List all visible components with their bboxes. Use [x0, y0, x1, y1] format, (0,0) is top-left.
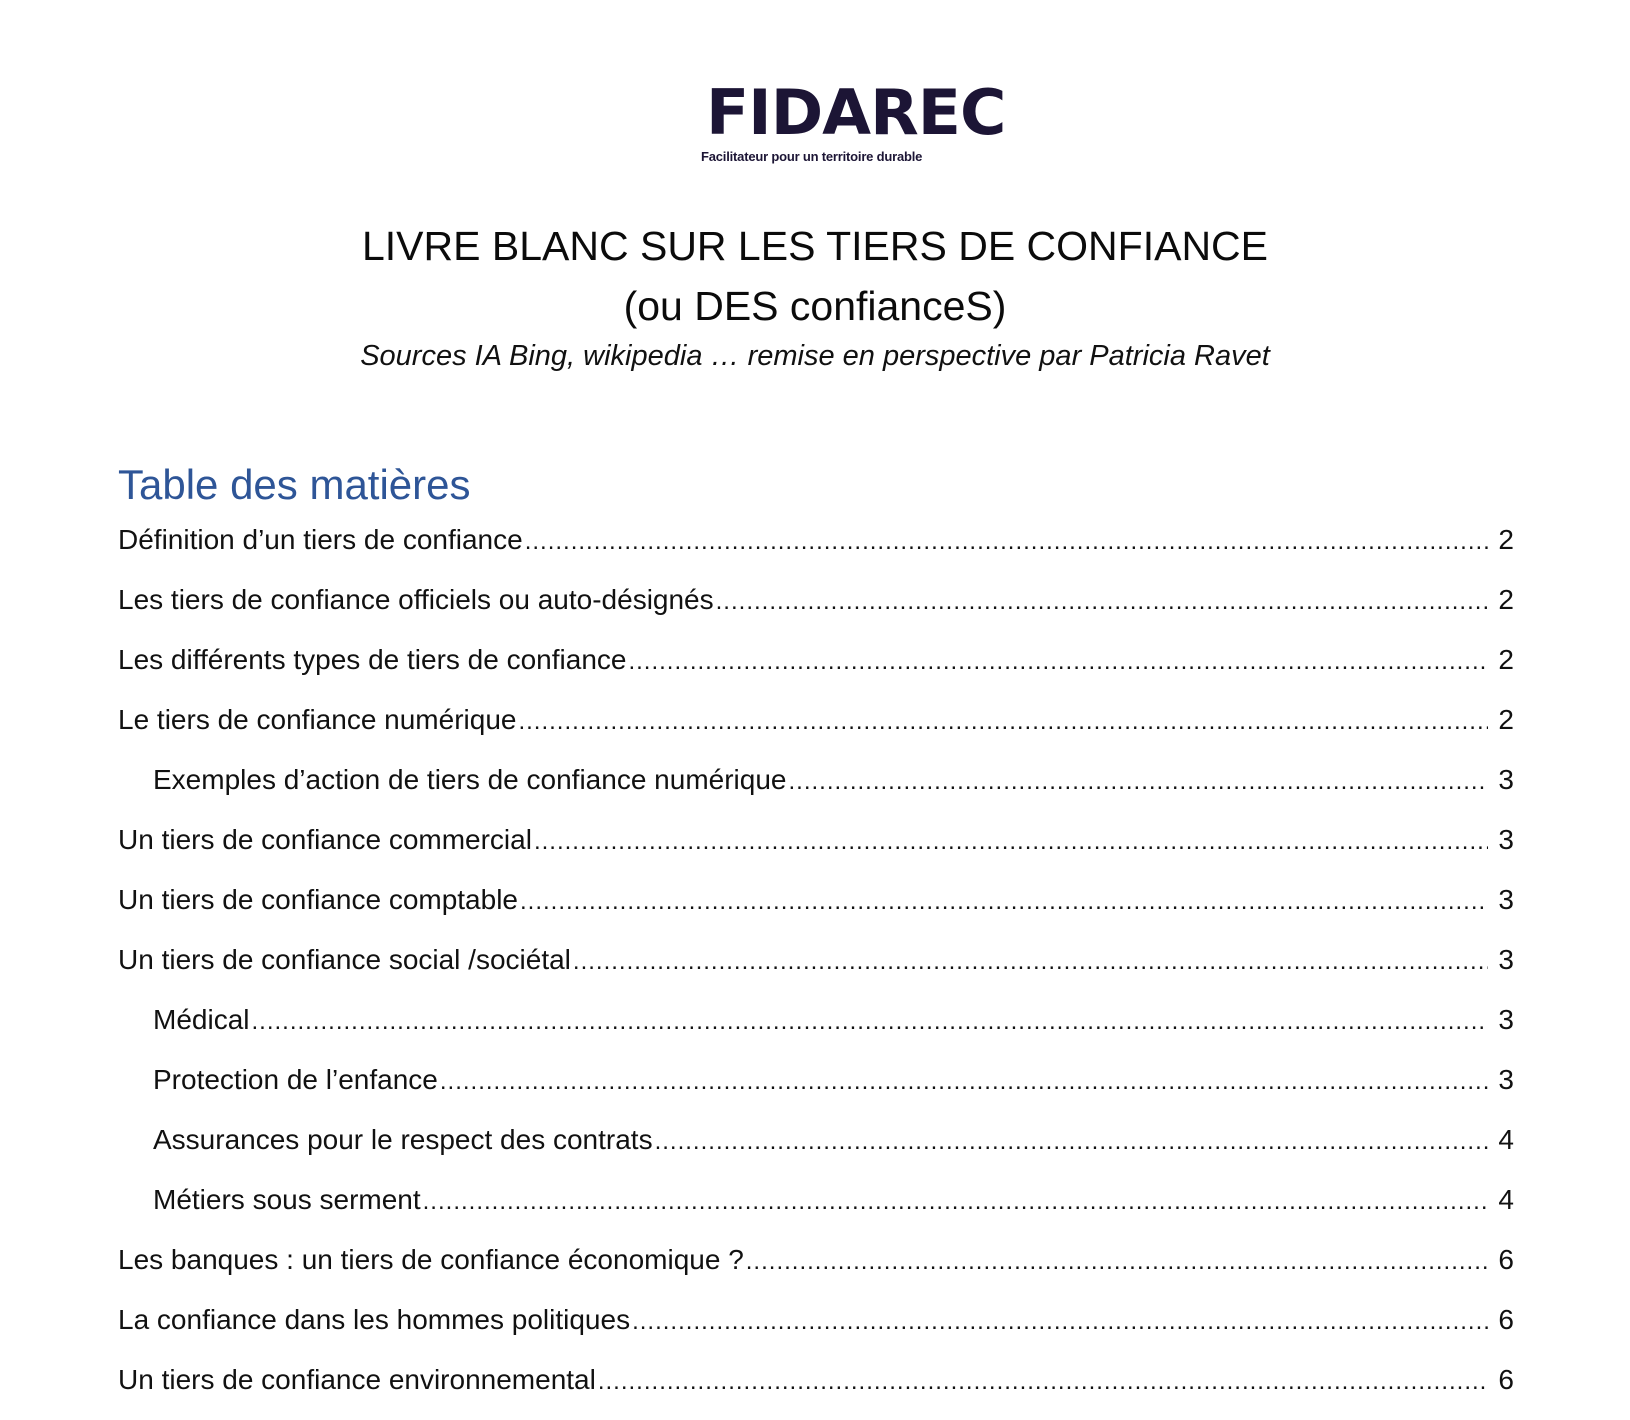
table-of-contents	[118, 520, 1514, 1420]
toc-heading: Table des matières	[118, 461, 471, 508]
toc-entry-page-number[interactable]: 3	[1498, 1004, 1514, 1035]
toc-entry-page-number[interactable]: 4	[1498, 1184, 1514, 1215]
document-title-line-2: (ou DES confianceS)	[623, 283, 1007, 329]
toc-entry-page-number[interactable]: 2	[1498, 584, 1514, 615]
toc-entry-page-number[interactable]: 3	[1498, 824, 1514, 855]
toc-entry[interactable]	[118, 1060, 1514, 1120]
toc-entry[interactable]	[118, 1300, 1514, 1360]
toc-entry[interactable]	[118, 580, 1514, 640]
toc-entry-title[interactable]: Un tiers de confiance environnemental	[118, 1364, 596, 1395]
toc-entry[interactable]	[118, 940, 1514, 1000]
document-subtitle: Sources IA Bing, wikipedia … remise en perspective par Patricia Ravet	[360, 340, 1270, 372]
toc-entry[interactable]	[118, 1120, 1514, 1180]
toc-entry[interactable]	[118, 1360, 1514, 1420]
toc-entry[interactable]	[118, 700, 1514, 760]
toc-dot-leader	[573, 942, 1488, 982]
toc-entry[interactable]	[118, 760, 1514, 820]
toc-entry[interactable]	[118, 1240, 1514, 1300]
toc-entry-title[interactable]: Assurances pour le respect des contrats	[153, 1124, 653, 1155]
fidarec-logo	[701, 76, 1006, 164]
toc-entry-title[interactable]: Un tiers de confiance comptable	[118, 884, 518, 915]
toc-dot-leader	[423, 1182, 1488, 1222]
toc-entry-page-number[interactable]: 2	[1498, 524, 1514, 555]
toc-entry-title[interactable]: Protection de l’enfance	[153, 1064, 438, 1095]
toc-entry-title[interactable]: Les différents types de tiers de confiance	[118, 644, 627, 675]
toc-entry-title[interactable]: Un tiers de confiance social /sociétal	[118, 944, 571, 975]
toc-dot-leader	[440, 1062, 1488, 1102]
toc-dot-leader	[788, 762, 1488, 802]
toc-entry-title[interactable]: Exemples d’action de tiers de confiance numérique	[153, 764, 787, 795]
toc-dot-leader	[525, 522, 1488, 562]
toc-entry[interactable]	[118, 1000, 1514, 1060]
document-title-block	[0, 216, 1630, 374]
toc-dot-leader	[251, 1002, 1488, 1042]
toc-entry-title[interactable]: Médical	[153, 1004, 250, 1035]
toc-dot-leader	[520, 882, 1488, 922]
toc-entry[interactable]	[118, 1180, 1514, 1240]
toc-dot-leader	[534, 822, 1488, 862]
toc-entry-page-number[interactable]: 3	[1498, 884, 1514, 915]
toc-entry-page-number[interactable]: 4	[1498, 1124, 1514, 1155]
toc-entry[interactable]	[118, 880, 1514, 940]
toc-dot-leader	[632, 1302, 1488, 1342]
toc-dot-leader	[598, 1362, 1488, 1402]
toc-entry-title[interactable]: Le tiers de confiance numérique	[118, 704, 517, 735]
toc-entry[interactable]	[118, 640, 1514, 700]
toc-entry-page-number[interactable]: 6	[1498, 1244, 1514, 1275]
toc-entry-page-number[interactable]: 2	[1498, 644, 1514, 675]
toc-entry-title[interactable]: Métiers sous serment	[153, 1184, 421, 1215]
toc-dot-leader	[746, 1242, 1488, 1282]
toc-dot-leader	[628, 642, 1488, 682]
toc-entry-title[interactable]: Définition d’un tiers de confiance	[118, 524, 523, 555]
toc-entry-page-number[interactable]: 6	[1498, 1364, 1514, 1395]
toc-entry-title[interactable]: Un tiers de confiance commercial	[118, 824, 532, 855]
document-title-line-1: LIVRE BLANC SUR LES TIERS DE CONFIANCE	[361, 223, 1269, 269]
toc-entry-page-number[interactable]: 3	[1498, 764, 1514, 795]
toc-dot-leader	[518, 702, 1488, 742]
toc-entry[interactable]	[118, 820, 1514, 880]
toc-entry-title[interactable]: Les banques : un tiers de confiance économique ?	[118, 1244, 744, 1275]
toc-entry-page-number[interactable]: 2	[1498, 704, 1514, 735]
toc-dot-leader	[655, 1122, 1488, 1162]
toc-entry-title[interactable]: La confiance dans les hommes politiques	[118, 1304, 631, 1335]
toc-dot-leader	[716, 582, 1488, 622]
logo-wordmark: FIDAREC	[706, 76, 1006, 149]
toc-entry[interactable]	[118, 520, 1514, 580]
toc-entry-page-number[interactable]: 3	[1498, 1064, 1514, 1095]
toc-entry-page-number[interactable]: 3	[1498, 944, 1514, 975]
toc-entry-page-number[interactable]: 6	[1498, 1304, 1514, 1335]
toc-entry-title[interactable]: Les tiers de confiance officiels ou auto-désignés	[118, 584, 714, 615]
logo-tagline: Facilitateur pour un territoire durable	[701, 149, 923, 164]
